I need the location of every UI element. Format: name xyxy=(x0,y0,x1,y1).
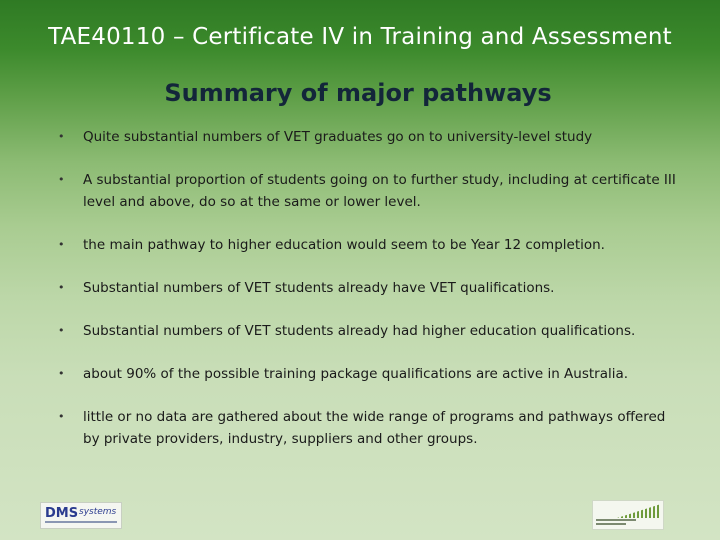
college-logo-text xyxy=(596,519,636,521)
bullet-text: Substantial numbers of VET students already have VET qualifications. xyxy=(83,280,555,296)
college-logo-emblem xyxy=(617,504,661,518)
bullet-marker: • xyxy=(58,281,65,294)
slide-subtitle: Summary of major pathways xyxy=(164,79,552,107)
bullet-marker: • xyxy=(58,173,65,186)
college-logo-text xyxy=(596,523,626,525)
bullet-text: the main pathway to higher education would seem to be Year 12 completion. xyxy=(83,237,605,253)
bullet-marker: • xyxy=(58,238,65,251)
bullet-item xyxy=(58,234,678,256)
dms-logo-tagline xyxy=(45,521,117,523)
dms-systems-logo xyxy=(40,502,122,529)
dms-logo-brand: DMS xyxy=(45,506,79,521)
dms-logo-suffix: systems xyxy=(79,507,117,517)
bullet-text: Substantial numbers of VET students already had higher education qualifications. xyxy=(83,323,636,339)
bullet-marker: • xyxy=(58,324,65,337)
bullet-item xyxy=(58,277,678,299)
bullet-text: Quite substantial numbers of VET graduates go on to university-level study xyxy=(83,129,593,145)
bullet-text: A substantial proportion of students going on to further study, including at certificate III level and above, do so at the same or lower level. xyxy=(83,172,676,210)
bullet-item xyxy=(58,363,678,385)
bullet-marker: • xyxy=(58,410,65,423)
bullet-marker: • xyxy=(58,367,65,380)
slide-title: TAE40110 – Certificate IV in Training and Assessment xyxy=(48,24,672,50)
bullet-item xyxy=(58,406,678,450)
bullet-item xyxy=(58,169,678,213)
college-logo xyxy=(592,500,664,530)
bullet-item xyxy=(58,320,678,342)
bullet-item xyxy=(58,126,678,148)
bullet-text: little or no data are gathered about the wide range of programs and pathways offered by private providers, industry, suppliers and other groups. xyxy=(83,409,666,447)
bullet-text: about 90% of the possible training package qualifications are active in Australia. xyxy=(83,366,629,382)
bullet-list xyxy=(58,126,678,471)
bullet-marker: • xyxy=(58,130,65,143)
